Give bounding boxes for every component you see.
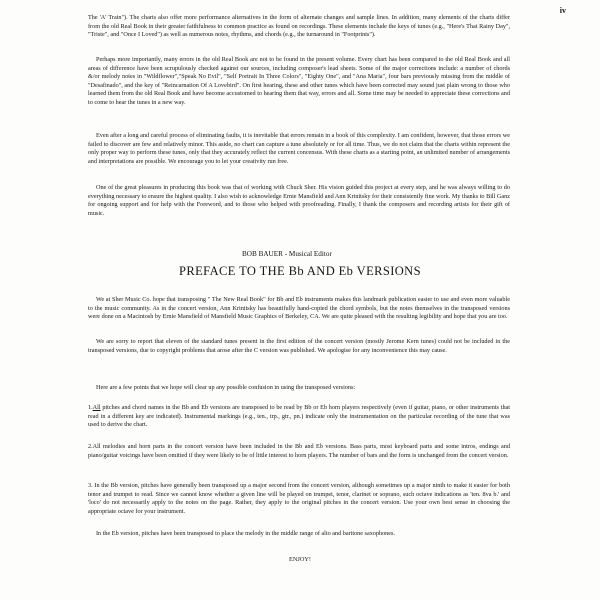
point-1-emphasis: All <box>92 404 101 411</box>
preface-paragraph-1: We at Sher Music Co. hope that transposing " The New Real Book" for Bb and Eb instruments makes this landmark publication easier to use and even more valuable to the music community. As in the concert version, Ann Krinitsky has beautifully hand-copied the chord symbols, but the notes themselves in the transposed versions were done on a Macintosh by Ernie Mansfield of Mansfield Music Graphics of Berkeley, CA. We are quite pleased with the resulting legibility and hope that you are too. <box>88 296 510 320</box>
page-number: iv <box>559 6 566 15</box>
preface-heading: PREFACE TO THE Bb AND Eb VERSIONS <box>179 264 421 278</box>
intro-paragraph-4: One of the great pleasures in producing this book was that of working with Chuck Sher. His vision guided this project at every step, and he was always willing to do everything necessary to ensure the highest quality. I also wish to acknowledge Ernie Mansfield and Ann Krinitsky for their consistently fine work. My thanks to Bill Ganz for ongoing support and for help with the Foreword, and to those who helped with proofreading. Finally, I thank the composers and recording artists for their gift of music. <box>88 184 510 217</box>
closing-enjoy: ENJOY! <box>288 556 312 563</box>
preface-paragraph-2: We are sorry to report that eleven of the standard tunes present in the first edition of the concert version (mostly Jerome Kern tunes) could not be included in the transposed versions, due to copyright problems that arose after the C version was published. We apologise for any inconvenience this may cause. <box>88 338 510 354</box>
point-4: In the Eb version, pitches have been transposed to place the melody in the middle range of alto and baritone saxophones. <box>96 530 395 537</box>
intro-paragraph-3: Even after a long and careful process of eliminating faults, it is inevitable that errors remain in a book of this complexity. I am confident, however, that those errors we failed to discover are few and relatively minor. This aside, no chart can capture a tune absolutely or for all time. Thus, we do not claim that the charts within represent the only proper way to perform these tunes, only that they accurately reflect the current concensus. With these charts as a starting point, an unlimited number of arrangements and interpretations are possible. We encourage you to let your creativity run free. <box>88 132 510 165</box>
point-1-text: pitches and chord names in the Bb and Eb versions are transposed to be read by Bb or Eb horn players respectively (even if guitar, piano, or other instruments that read in a different key are indicated). Instrumental markings (e.g., ten., trp., gtr., pn.) indicate only the instrumentation on the particular recording of the tune that was used to derive the chart. <box>88 404 510 428</box>
intro-paragraph-1: The 'A' Train"). The charts also offer more performance alternatives in the form of alternate changes and sample lines. In addition, many elements of the charts differ from the old Real Book in their greater faithfulness to common practice as found on recordings. These elements include the keys of tunes (e.g., "Here's That Rainy Day", "Triste", and "Once I Loved") as well as numerous notes, rhythms, and chords (e.g., the turnaround in "Footprints"). <box>88 14 510 38</box>
points-intro: Here are a few points that we hope will clear up any possible confusion in using the transposed versions: <box>96 384 356 391</box>
intro-paragraph-2: Perhaps more importantly, many errors in the old Real Book are not to be found in the present volume. Every chart has been compared to the old Real Book and all areas of difference have been scrupulously checked against our sources, including composer's lead sheets. Some of the major corrections include: a number of chords &/or melody notes in "Wildflower","Speak No Evil", "Self Portrait In Three Colors", "Eighty One", and "Ana Maria", four bars previously missing from the middle of "Desafinado", and the key of "Reincarnation Of A Lovebird". On first hearing, these and other tunes which have been corrected may sound just plain wrong to those who learned them from the old Real Book and have become accustomed to hearing them that way, errors and all. Some time may be needed to appreciate these corrections and to come to hear the tunes in a new way. <box>88 56 510 106</box>
point-3: 3. In the Bb version, pitches have generally been transposed up a major second from the concert version, although sometimes up a major ninth to make it easier for both tenor and trumpet to read. Since we cannot know whether a given line will be played on trumpet, tenor, clarinet or soprano, such octave indications as 'ten. 8va b.' and 'loco' do not necessarily apply to the notes on the page. Rather, they apply to the original pitches in the concert version. Use your own best sense in choosing the appropriate octave for your instrument. <box>88 482 510 515</box>
point-2: 2.All melodies and horn parts in the concert version have been included in the Bb and Eb versions. Bass parts, most keyboard parts and some intros, endings and piano/guitar voicings have been omitted if they were likely to be of little interest to horn players. The number of bars and the form is unchanged from the concert version. <box>88 443 510 459</box>
point-1 <box>88 404 510 430</box>
editor-signature: BOB BAUER - Musical Editor <box>242 250 332 258</box>
point-1-number: 1. <box>88 404 93 411</box>
